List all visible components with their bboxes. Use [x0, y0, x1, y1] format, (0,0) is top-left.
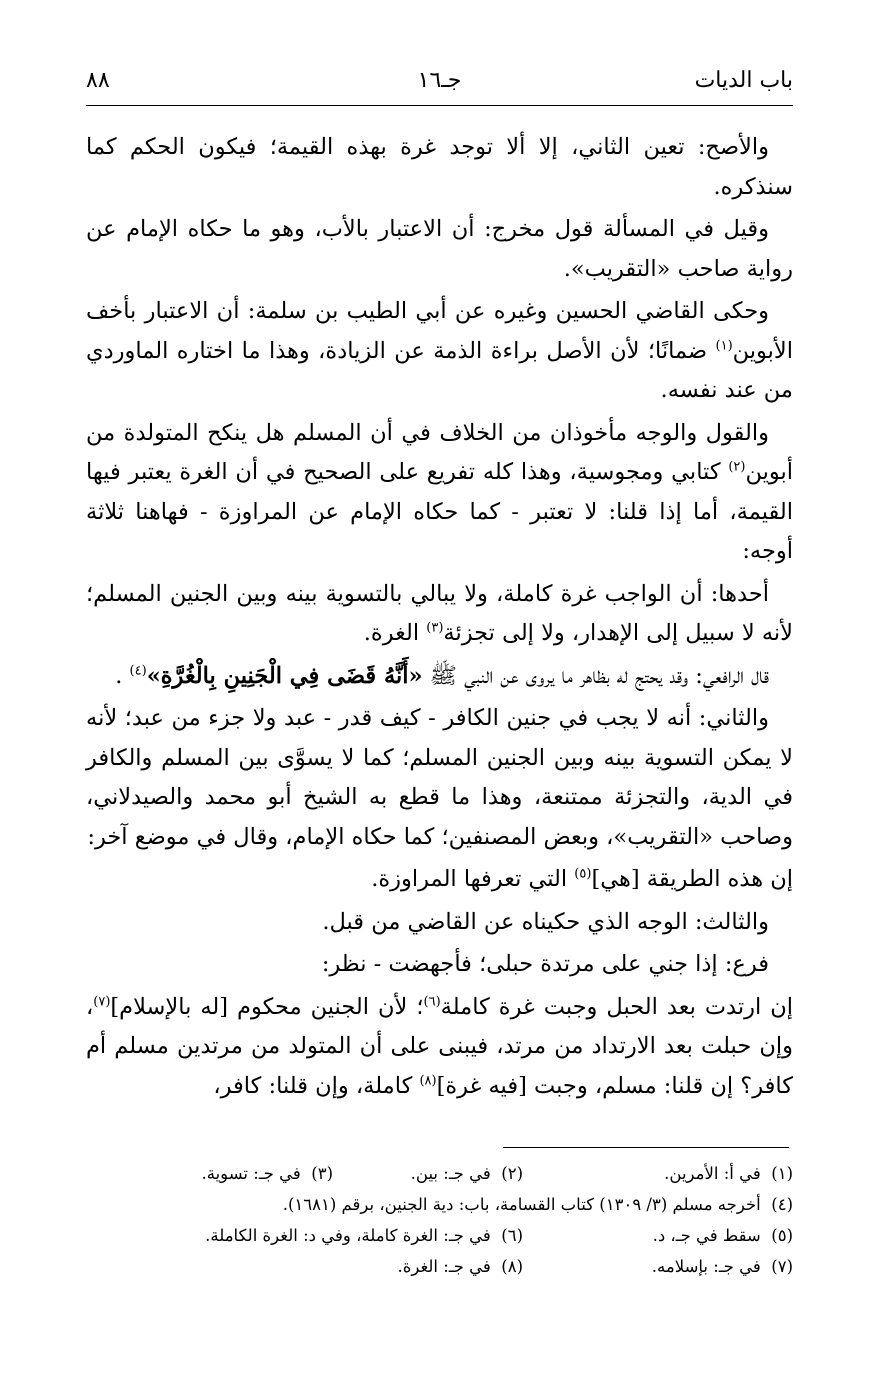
paragraph: [86, 699, 793, 857]
footnote-rule: [503, 1147, 789, 1148]
paragraph-text: أحدها: أن الواجب غرة كاملة، ولا يبالي بالتسوية بينه وبين الجنين المسلم؛ لأنه لا سبيل إلى الإهدار، ولا إلى تجزئة: [86, 580, 793, 646]
paragraph-text: كاملة، وإن قلنا: كافر،: [213, 1072, 420, 1099]
footnote-text: سقط في جـ، د.: [652, 1226, 761, 1245]
chapter-title: باب الديات: [694, 68, 793, 93]
paragraph-text: إن هذه الطريقة [هي]: [591, 866, 793, 892]
footnote-text: في جـ: بإسلامه.: [651, 1257, 761, 1276]
paragraph-text: وقيل في المسألة قول مخرج: أن الاعتبار بالأب، وهو ما حكاه الإمام عن رواية صاحب «التقريب».: [86, 216, 793, 282]
footnote: [205, 1220, 523, 1251]
paragraph-text: ضمانًا؛ لأن الأصل براءة الذمة عن الزيادة، وهذا ما اختاره الماوردي من عند نفسه.: [86, 337, 793, 403]
footnote: [333, 1158, 523, 1189]
footnote-ref: (١): [715, 338, 733, 353]
paragraph-text: كتابي ومجوسية، وهذا كله تفريع على الصحيح في أن الغرة يعتبر فيها القيمة، أما إذا قلنا: لا تعتبر - كما حكاه الإمام عن المراوزة - فهاهنا ثلاثة أوجه:: [86, 459, 793, 564]
paragraph-text: والثاني: أنه لا يجب في جنين الكافر - كيف قدر - عبد ولا جزء من عبد؛ لأنه لا يمكن التسوية بينه وبين الجنين المسلم؛ كما لا يسوَّى بين المسلم والكافر في الدية، والتجزئة ممتنعة، وهذا ما قطع به الشيخ أبو محمد والصيدلاني، وصاحب «التقريب»، وبعض المصنفين؛ كما حكاه الإمام، وقال في موضع آخر:: [86, 705, 793, 850]
footnotes: [86, 1158, 793, 1282]
footnote: [202, 1158, 334, 1189]
paragraph-text: فرع: إذا جني على مرتدة حبلى؛ فأجهضت - نظر:: [321, 951, 769, 977]
paragraph: [86, 903, 793, 943]
footnote-ref: (٥): [574, 866, 592, 882]
paragraph-text: ؛ لأن الجنين محكوم [له بالإسلام]: [110, 993, 424, 1020]
paragraph: [86, 128, 793, 207]
footnote-number: (٥): [771, 1226, 793, 1245]
footnote-number: (٧): [771, 1257, 793, 1276]
footnote-ref: (٧): [93, 994, 111, 1009]
paragraph-text: والقول والوجه مأخوذان من الخلاف في أن المسلم هل ينكح المتولدة من أبوين: [86, 419, 793, 485]
footnote-ref: (٨): [419, 1073, 437, 1088]
paragraph-text: ، وإن حبلت بعد الارتداد من مرتد، فيبنى على أن المتولد من مرتدين مسلم أم كافر؟ إن قلنا: مسلم، وجبت [فيه غرة]: [86, 993, 793, 1099]
footnote-text: في جـ: الغرة.: [397, 1257, 491, 1276]
paragraph: [86, 210, 793, 289]
footnote-number: (٢): [501, 1164, 523, 1183]
volume-number: جـ١٦: [417, 68, 462, 93]
footnote-text: في جـ: تسوية.: [201, 1164, 301, 1183]
footnote-row: [86, 1189, 793, 1220]
paragraph-text: قال الرافعي: وقد يحتج له بظاهر ما يروى عن النبي ﷺ: [422, 662, 769, 689]
footnote-text: في جـ: بين.: [410, 1164, 491, 1183]
paragraph: [86, 292, 793, 411]
paragraph: [86, 657, 793, 697]
footnote-ref: (٢): [728, 459, 746, 475]
footnote-ref: (٣): [426, 620, 444, 636]
footnote-text: أخرجه مسلم (٣/ ١٣٠٩) كتاب القسامة، باب: دية الجنين، برقم (١٦٨١).: [282, 1195, 761, 1214]
hadith-quote: «أَنَّهُ قَضَى فِي الْجَنِينِ بِالْغُرَّةِ»: [146, 662, 423, 689]
footnote: [283, 1189, 793, 1220]
footnote-row: [86, 1251, 793, 1282]
paragraph-text: والثالث: الوجه الذي حكيناه عن القاضي من قبل.: [322, 908, 769, 935]
paragraph-text: .: [115, 662, 130, 689]
footnote: [523, 1251, 793, 1282]
footnote-number: (١): [771, 1164, 793, 1183]
paragraph: [86, 988, 793, 1107]
paragraph-text: وحكى القاضي الحسين وغيره عن أبي الطيب بن سلمة: أن الاعتبار بأخف الأبوين: [86, 298, 793, 364]
footnote-row: [86, 1158, 793, 1189]
paragraph: [86, 575, 793, 654]
paragraph: [86, 860, 793, 900]
paragraph: [86, 414, 793, 572]
footnote: [523, 1220, 793, 1251]
footnote-text: في أ: الأمرين.: [664, 1164, 761, 1183]
running-header: [86, 64, 793, 98]
header-rule: [86, 105, 793, 106]
footnote: [523, 1158, 793, 1189]
paragraph-text: إن ارتدت بعد الحبل وجبت غرة كاملة: [440, 993, 793, 1020]
page-number: ٨٨: [86, 68, 110, 93]
footnote-ref: (٦): [423, 994, 441, 1009]
paragraph-text: التي تعرفها المراوزة.: [371, 866, 575, 892]
paragraph-text: والأصح: تعين الثاني، إلا ألا توجد غرة بهذه القيمة؛ فيكون الحكم كما سنذكره.: [86, 134, 793, 200]
footnote: [397, 1251, 523, 1282]
paragraph-text: الغرة.: [363, 620, 427, 646]
paragraph: [86, 945, 793, 985]
footnote-number: (٤): [771, 1195, 793, 1214]
footnote-number: (٣): [311, 1164, 333, 1183]
footnote-ref: (٤): [129, 663, 147, 678]
footnote-text: في جـ: الغرة كاملة، وفي د: الغرة الكاملة.: [205, 1226, 491, 1245]
footnote-number: (٨): [501, 1257, 523, 1276]
footnote-number: (٦): [501, 1226, 523, 1245]
footnote-row: [86, 1220, 793, 1251]
main-text: [86, 128, 793, 1109]
